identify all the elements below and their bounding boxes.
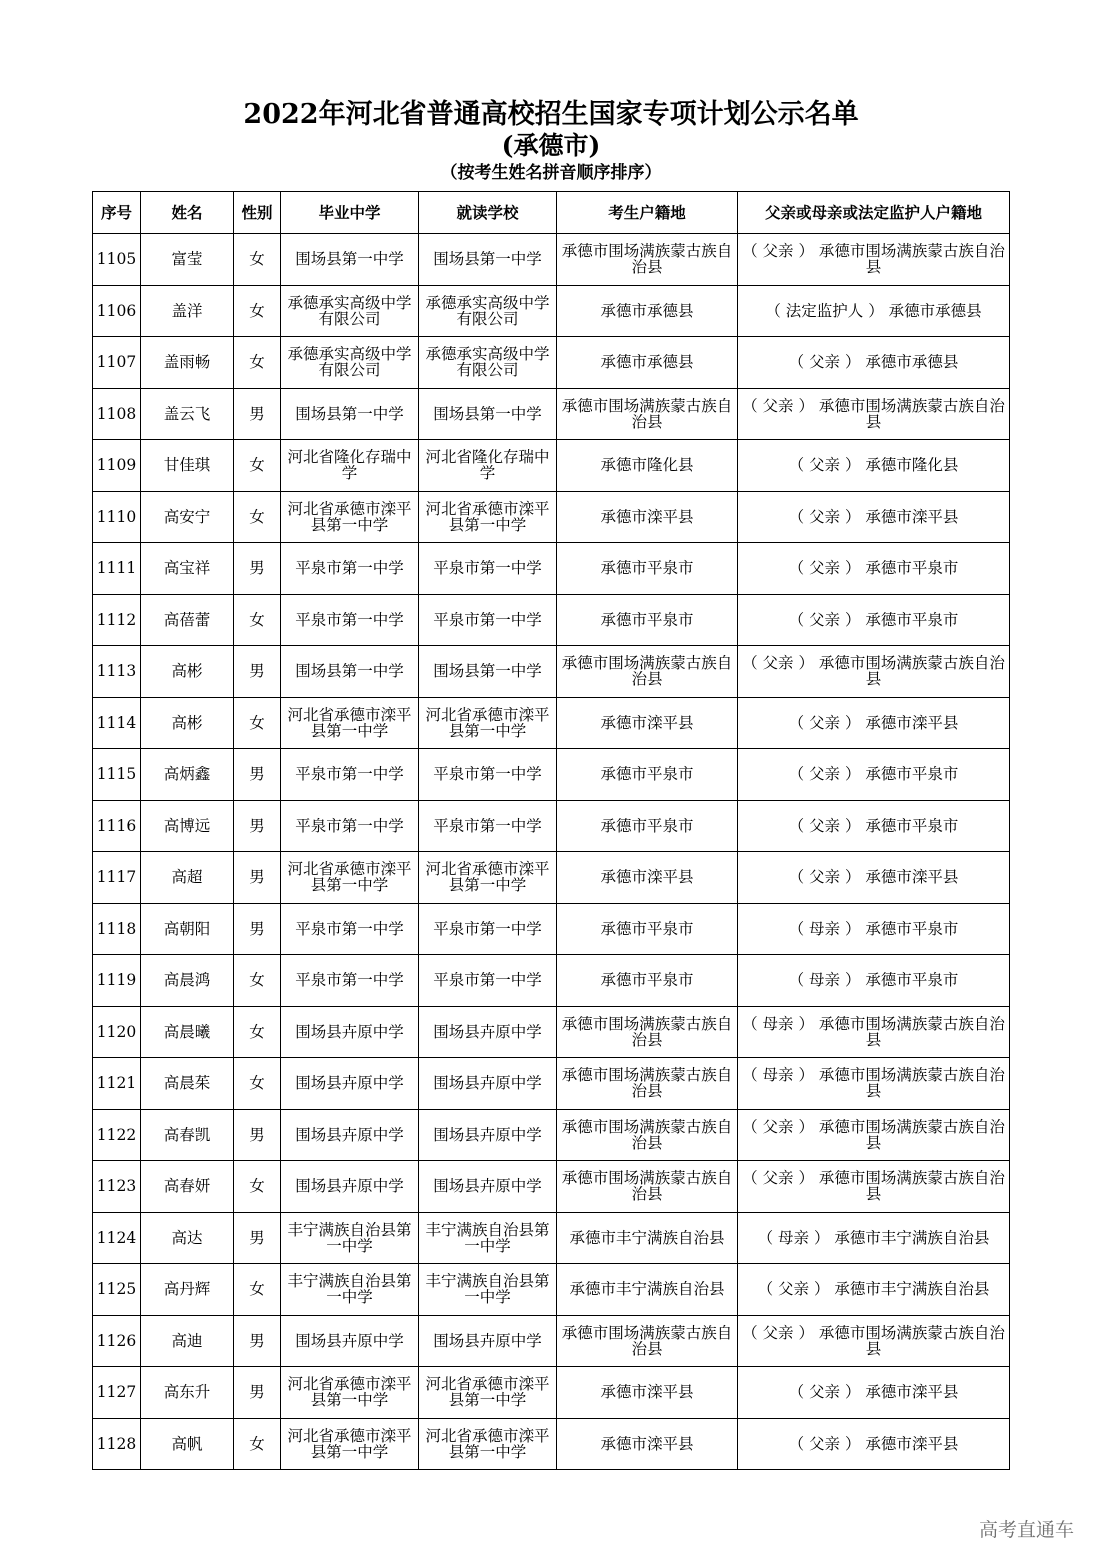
table-row [93, 852, 1010, 904]
cell-guardian-household: （ 父亲 ） 承德市滦平县 [738, 1418, 1010, 1470]
cell-guardian-household: （ 母亲 ） 承德市丰宁满族自治县 [738, 1212, 1010, 1264]
table-row [93, 543, 1010, 595]
cell-study-school: 围场县第一中学 [419, 234, 557, 286]
cell-name: 盖洋 [141, 285, 234, 337]
table-row [93, 1418, 1010, 1470]
table-row [93, 749, 1010, 801]
cell-gender: 男 [234, 1315, 281, 1367]
cell-gender: 男 [234, 800, 281, 852]
cell-guardian-household: （ 父亲 ） 承德市平泉市 [738, 594, 1010, 646]
cell-household: 承德市平泉市 [557, 955, 738, 1007]
cell-gender: 女 [234, 1161, 281, 1213]
table-row [93, 1006, 1010, 1058]
cell-guardian-household: （ 父亲 ） 承德市平泉市 [738, 749, 1010, 801]
cell-no: 1119 [93, 955, 141, 1007]
table-row [93, 697, 1010, 749]
cell-gender: 女 [234, 234, 281, 286]
cell-gender: 女 [234, 491, 281, 543]
cell-name: 高炳鑫 [141, 749, 234, 801]
cell-household: 承德市承德县 [557, 337, 738, 389]
cell-guardian-household: （ 父亲 ） 承德市承德县 [738, 337, 1010, 389]
cell-household: 承德市平泉市 [557, 800, 738, 852]
cell-name: 高超 [141, 852, 234, 904]
cell-name: 高朝阳 [141, 903, 234, 955]
cell-gender: 女 [234, 1418, 281, 1470]
cell-study-school: 围场县卉原中学 [419, 1161, 557, 1213]
column-header-study-school: 就读学校 [419, 192, 557, 234]
cell-name: 高晨曦 [141, 1006, 234, 1058]
cell-no: 1117 [93, 852, 141, 904]
cell-household: 承德市围场满族蒙古族自治县 [557, 1161, 738, 1213]
cell-grad-school: 丰宁满族自治县第一中学 [281, 1264, 419, 1316]
cell-no: 1106 [93, 285, 141, 337]
cell-name: 高春妍 [141, 1161, 234, 1213]
cell-name: 高帆 [141, 1418, 234, 1470]
cell-gender: 女 [234, 440, 281, 492]
cell-grad-school: 围场县卉原中学 [281, 1006, 419, 1058]
cell-guardian-household: （ 父亲 ） 承德市围场满族蒙古族自治县 [738, 646, 1010, 698]
cell-no: 1125 [93, 1264, 141, 1316]
cell-grad-school: 承德承实高级中学有限公司 [281, 337, 419, 389]
cell-household: 承德市围场满族蒙古族自治县 [557, 1006, 738, 1058]
roster-table [92, 191, 1010, 1470]
cell-study-school: 河北省承德市滦平县第一中学 [419, 491, 557, 543]
cell-name: 高晨鸿 [141, 955, 234, 1007]
cell-no: 1127 [93, 1367, 141, 1419]
cell-household: 承德市滦平县 [557, 697, 738, 749]
cell-grad-school: 河北省承德市滦平县第一中学 [281, 1418, 419, 1470]
table-row [93, 646, 1010, 698]
table-row [93, 388, 1010, 440]
cell-gender: 男 [234, 852, 281, 904]
cell-gender: 女 [234, 594, 281, 646]
cell-grad-school: 围场县第一中学 [281, 646, 419, 698]
sort-note: （按考生姓名拼音顺序排序） [440, 163, 662, 183]
cell-guardian-household: （ 父亲 ） 承德市平泉市 [738, 543, 1010, 595]
column-header-household: 考生户籍地 [557, 192, 738, 234]
table-row [93, 1315, 1010, 1367]
cell-guardian-household: （ 母亲 ） 承德市围场满族蒙古族自治县 [738, 1006, 1010, 1058]
cell-gender: 男 [234, 646, 281, 698]
cell-study-school: 围场县卉原中学 [419, 1109, 557, 1161]
cell-household: 承德市围场满族蒙古族自治县 [557, 646, 738, 698]
table-row [93, 800, 1010, 852]
cell-gender: 女 [234, 1058, 281, 1110]
cell-no: 1122 [93, 1109, 141, 1161]
table-row [93, 337, 1010, 389]
cell-name: 高迪 [141, 1315, 234, 1367]
cell-no: 1123 [93, 1161, 141, 1213]
cell-household: 承德市平泉市 [557, 749, 738, 801]
cell-study-school: 平泉市第一中学 [419, 594, 557, 646]
cell-grad-school: 丰宁满族自治县第一中学 [281, 1212, 419, 1264]
cell-name: 高晨茱 [141, 1058, 234, 1110]
cell-gender: 女 [234, 955, 281, 1007]
cell-household: 承德市平泉市 [557, 594, 738, 646]
cell-gender: 女 [234, 697, 281, 749]
cell-grad-school: 平泉市第一中学 [281, 955, 419, 1007]
table-row [93, 903, 1010, 955]
cell-grad-school: 平泉市第一中学 [281, 749, 419, 801]
cell-no: 1108 [93, 388, 141, 440]
cell-guardian-household: （ 母亲 ） 承德市平泉市 [738, 903, 1010, 955]
cell-grad-school: 河北省承德市滦平县第一中学 [281, 697, 419, 749]
column-header-name: 姓名 [141, 192, 234, 234]
cell-name: 盖云飞 [141, 388, 234, 440]
cell-grad-school: 河北省隆化存瑞中学 [281, 440, 419, 492]
cell-name: 高彬 [141, 697, 234, 749]
cell-guardian-household: （ 父亲 ） 承德市滦平县 [738, 491, 1010, 543]
cell-study-school: 平泉市第一中学 [419, 543, 557, 595]
table-body [93, 234, 1010, 1470]
table-row [93, 234, 1010, 286]
cell-guardian-household: （ 父亲 ） 承德市围场满族蒙古族自治县 [738, 1161, 1010, 1213]
cell-study-school: 承德承实高级中学有限公司 [419, 337, 557, 389]
cell-guardian-household: （ 父亲 ） 承德市围场满族蒙古族自治县 [738, 234, 1010, 286]
cell-guardian-household: （ 母亲 ） 承德市平泉市 [738, 955, 1010, 1007]
cell-no: 1114 [93, 697, 141, 749]
cell-study-school: 河北省承德市滦平县第一中学 [419, 852, 557, 904]
cell-guardian-household: （ 父亲 ） 承德市隆化县 [738, 440, 1010, 492]
cell-grad-school: 河北省承德市滦平县第一中学 [281, 491, 419, 543]
cell-guardian-household: （ 父亲 ） 承德市平泉市 [738, 800, 1010, 852]
cell-study-school: 河北省承德市滦平县第一中学 [419, 697, 557, 749]
cell-household: 承德市平泉市 [557, 543, 738, 595]
cell-household: 承德市承德县 [557, 285, 738, 337]
table-row [93, 491, 1010, 543]
table-row [93, 1109, 1010, 1161]
source-watermark: 高考直通车 [978, 1519, 1074, 1541]
table-row [93, 1161, 1010, 1213]
cell-household: 承德市平泉市 [557, 903, 738, 955]
cell-no: 1118 [93, 903, 141, 955]
cell-study-school: 平泉市第一中学 [419, 749, 557, 801]
cell-guardian-household: （ 父亲 ） 承德市滦平县 [738, 852, 1010, 904]
cell-guardian-household: （ 父亲 ） 承德市滦平县 [738, 697, 1010, 749]
cell-study-school: 平泉市第一中学 [419, 800, 557, 852]
cell-name: 高彬 [141, 646, 234, 698]
cell-grad-school: 围场县第一中学 [281, 234, 419, 286]
cell-name: 高春凯 [141, 1109, 234, 1161]
cell-household: 承德市围场满族蒙古族自治县 [557, 1315, 738, 1367]
cell-grad-school: 承德承实高级中学有限公司 [281, 285, 419, 337]
cell-no: 1128 [93, 1418, 141, 1470]
table-row [93, 1367, 1010, 1419]
cell-household: 承德市围场满族蒙古族自治县 [557, 1058, 738, 1110]
cell-grad-school: 河北省承德市滦平县第一中学 [281, 1367, 419, 1419]
cell-name: 高博远 [141, 800, 234, 852]
column-header-grad-school: 毕业中学 [281, 192, 419, 234]
cell-no: 1107 [93, 337, 141, 389]
cell-grad-school: 平泉市第一中学 [281, 800, 419, 852]
cell-study-school: 平泉市第一中学 [419, 903, 557, 955]
cell-grad-school: 围场县第一中学 [281, 388, 419, 440]
cell-name: 高达 [141, 1212, 234, 1264]
cell-study-school: 围场县第一中学 [419, 388, 557, 440]
cell-guardian-household: （ 父亲 ） 承德市围场满族蒙古族自治县 [738, 1109, 1010, 1161]
cell-no: 1112 [93, 594, 141, 646]
cell-guardian-household: （ 母亲 ） 承德市围场满族蒙古族自治县 [738, 1058, 1010, 1110]
table-row [93, 1264, 1010, 1316]
cell-name: 高宝祥 [141, 543, 234, 595]
cell-grad-school: 围场县卉原中学 [281, 1058, 419, 1110]
cell-study-school: 围场县卉原中学 [419, 1058, 557, 1110]
cell-grad-school: 平泉市第一中学 [281, 594, 419, 646]
cell-guardian-household: （ 父亲 ） 承德市丰宁满族自治县 [738, 1264, 1010, 1316]
cell-household: 承德市丰宁满族自治县 [557, 1212, 738, 1264]
cell-no: 1115 [93, 749, 141, 801]
cell-household: 承德市围场满族蒙古族自治县 [557, 388, 738, 440]
cell-name: 高安宁 [141, 491, 234, 543]
cell-grad-school: 平泉市第一中学 [281, 903, 419, 955]
cell-grad-school: 河北省承德市滦平县第一中学 [281, 852, 419, 904]
cell-gender: 男 [234, 1109, 281, 1161]
cell-household: 承德市隆化县 [557, 440, 738, 492]
cell-household: 承德市围场满族蒙古族自治县 [557, 234, 738, 286]
document-subtitle: (承德市) [501, 131, 601, 160]
document-title: 2022年河北省普通高校招生国家专项计划公示名单 [243, 99, 859, 130]
cell-gender: 男 [234, 1367, 281, 1419]
cell-household: 承德市滦平县 [557, 1367, 738, 1419]
cell-gender: 女 [234, 1264, 281, 1316]
cell-study-school: 丰宁满族自治县第一中学 [419, 1212, 557, 1264]
cell-guardian-household: （ 父亲 ） 承德市滦平县 [738, 1367, 1010, 1419]
cell-household: 承德市滦平县 [557, 1418, 738, 1470]
cell-gender: 女 [234, 337, 281, 389]
cell-no: 1121 [93, 1058, 141, 1110]
cell-name: 高蓓蕾 [141, 594, 234, 646]
cell-grad-school: 围场县卉原中学 [281, 1315, 419, 1367]
cell-study-school: 围场县卉原中学 [419, 1315, 557, 1367]
cell-gender: 女 [234, 1006, 281, 1058]
cell-no: 1116 [93, 800, 141, 852]
cell-household: 承德市围场满族蒙古族自治县 [557, 1109, 738, 1161]
cell-no: 1124 [93, 1212, 141, 1264]
table-row [93, 285, 1010, 337]
cell-study-school: 承德承实高级中学有限公司 [419, 285, 557, 337]
cell-guardian-household: （ 父亲 ） 承德市围场满族蒙古族自治县 [738, 388, 1010, 440]
cell-grad-school: 围场县卉原中学 [281, 1161, 419, 1213]
table-row [93, 955, 1010, 1007]
cell-guardian-household: （ 法定监护人 ） 承德市承德县 [738, 285, 1010, 337]
cell-gender: 男 [234, 749, 281, 801]
cell-name: 盖雨畅 [141, 337, 234, 389]
cell-study-school: 围场县第一中学 [419, 646, 557, 698]
column-header-no: 序号 [93, 192, 141, 234]
cell-household: 承德市丰宁满族自治县 [557, 1264, 738, 1316]
cell-name: 甘佳琪 [141, 440, 234, 492]
cell-gender: 男 [234, 388, 281, 440]
cell-name: 富莹 [141, 234, 234, 286]
cell-grad-school: 平泉市第一中学 [281, 543, 419, 595]
cell-name: 高东升 [141, 1367, 234, 1419]
cell-grad-school: 围场县卉原中学 [281, 1109, 419, 1161]
cell-study-school: 河北省承德市滦平县第一中学 [419, 1367, 557, 1419]
cell-no: 1120 [93, 1006, 141, 1058]
cell-study-school: 河北省承德市滦平县第一中学 [419, 1418, 557, 1470]
cell-gender: 男 [234, 1212, 281, 1264]
cell-household: 承德市滦平县 [557, 852, 738, 904]
table-header-row [93, 192, 1010, 234]
cell-no: 1105 [93, 234, 141, 286]
cell-study-school: 河北省隆化存瑞中学 [419, 440, 557, 492]
cell-no: 1126 [93, 1315, 141, 1367]
cell-name: 高丹辉 [141, 1264, 234, 1316]
cell-study-school: 围场县卉原中学 [419, 1006, 557, 1058]
cell-household: 承德市滦平县 [557, 491, 738, 543]
column-header-gender: 性别 [234, 192, 281, 234]
column-header-guardian-household: 父亲或母亲或法定监护人户籍地 [738, 192, 1010, 234]
cell-no: 1110 [93, 491, 141, 543]
cell-gender: 男 [234, 543, 281, 595]
cell-study-school: 平泉市第一中学 [419, 955, 557, 1007]
cell-study-school: 丰宁满族自治县第一中学 [419, 1264, 557, 1316]
table-row [93, 594, 1010, 646]
cell-guardian-household: （ 父亲 ） 承德市围场满族蒙古族自治县 [738, 1315, 1010, 1367]
cell-no: 1111 [93, 543, 141, 595]
table-row [93, 440, 1010, 492]
table-row [93, 1212, 1010, 1264]
table-row [93, 1058, 1010, 1110]
cell-gender: 女 [234, 285, 281, 337]
cell-no: 1109 [93, 440, 141, 492]
cell-no: 1113 [93, 646, 141, 698]
cell-gender: 男 [234, 903, 281, 955]
